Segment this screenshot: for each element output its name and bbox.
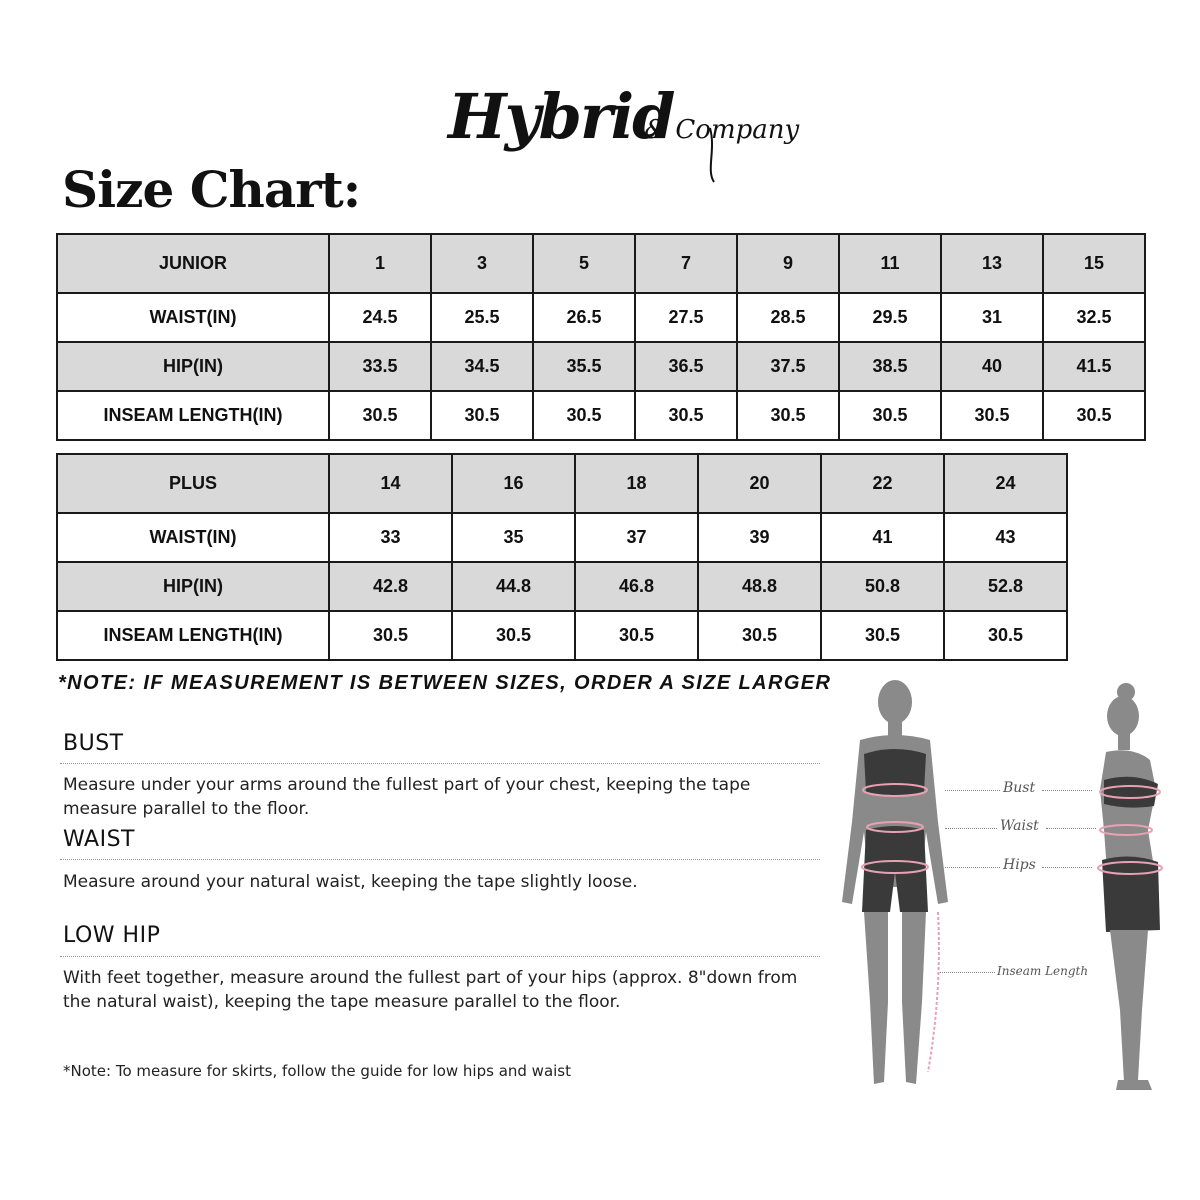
measurement-cell: 30.5 [329,391,431,440]
side-body-figure [1078,680,1188,1100]
measurement-cell: 41.5 [1043,342,1145,391]
measurement-cell: 28.5 [737,293,839,342]
size-cell: 13 [941,234,1043,293]
row-label: HIP(IN) [57,562,329,611]
waist-label: Waist [1000,818,1039,834]
section-text-bust: Measure under your arms around the fullest part of your chest, keeping the tape measure parallel to the floor. [63,775,751,819]
size-cell: 24 [944,454,1067,513]
size-cell: 5 [533,234,635,293]
size-cell: 16 [452,454,575,513]
measurement-cell: 43 [944,513,1067,562]
measurement-cell: 30.5 [533,391,635,440]
measurement-cell: 48.8 [698,562,821,611]
plus-header-row [57,454,1067,513]
measurement-cell: 41 [821,513,944,562]
measurement-cell: 30.5 [737,391,839,440]
section-divider [60,763,820,764]
waist-guide-line [1046,828,1096,829]
svg-text:& Company: & Company [644,115,800,145]
hips-guide-line [945,867,1000,868]
measurement-cell: 31 [941,293,1043,342]
measurement-cell: 37.5 [737,342,839,391]
brand-logo-graphic [448,70,800,190]
bust-guide-line [1042,790,1092,791]
page-title: Size Chart: [62,160,361,219]
measurement-cell: 36.5 [635,342,737,391]
skirt-note: *Note: To measure for skirts, follow the guide for low hips and waist [63,1062,572,1080]
measurement-cell: 26.5 [533,293,635,342]
size-cell: 14 [329,454,452,513]
junior-header-row [57,234,1145,293]
section-divider [60,956,820,957]
size-cell: 18 [575,454,698,513]
inseam-guide-line [940,972,995,973]
plus-header-label: PLUS [57,454,329,513]
size-cell: 3 [431,234,533,293]
section-title-low-hip: LOW HIP [63,923,161,948]
section-divider [60,859,820,860]
measurement-cell: 38.5 [839,342,941,391]
size-cell: 22 [821,454,944,513]
junior-size-table [56,233,1146,441]
measurement-cell: 50.8 [821,562,944,611]
measurement-cell: 32.5 [1043,293,1145,342]
measurement-cell: 30.5 [944,611,1067,660]
size-cell: 15 [1043,234,1145,293]
measurement-cell: 35.5 [533,342,635,391]
measurement-cell: 44.8 [452,562,575,611]
front-body-figure [830,672,960,1102]
row-label: WAIST(IN) [57,293,329,342]
measurement-cell: 33.5 [329,342,431,391]
measurement-cell: 30.5 [635,391,737,440]
row-label: INSEAM LENGTH(IN) [57,611,329,660]
measurement-cell: 30.5 [698,611,821,660]
table-row [57,562,1067,611]
brand-logo [448,70,800,190]
svg-text:Hybrid: Hybrid [448,80,674,153]
hips-guide-line [1042,867,1092,868]
size-cell: 11 [839,234,941,293]
junior-header-label: JUNIOR [57,234,329,293]
inseam-label: Inseam Length [997,964,1089,978]
section-text-waist: Measure around your natural waist, keeping the tape slightly loose. [63,872,638,892]
measurement-cell: 52.8 [944,562,1067,611]
section-title-bust: BUST [63,731,124,756]
measurement-cell: 35 [452,513,575,562]
measurement-cell: 30.5 [575,611,698,660]
bust-guide-line [945,790,1000,791]
measurement-cell: 33 [329,513,452,562]
measurement-cell: 46.8 [575,562,698,611]
table-row [57,513,1067,562]
plus-size-table [56,453,1068,661]
measurement-cell: 42.8 [329,562,452,611]
row-label: WAIST(IN) [57,513,329,562]
measurement-cell: 24.5 [329,293,431,342]
size-cell: 20 [698,454,821,513]
size-cell: 9 [737,234,839,293]
measurement-cell: 29.5 [839,293,941,342]
measurement-cell: 27.5 [635,293,737,342]
side-silhouette-icon [1078,680,1188,1100]
measurement-cell: 30.5 [941,391,1043,440]
size-cell: 7 [635,234,737,293]
table-row [57,611,1067,660]
table-row [57,391,1145,440]
measurement-cell: 37 [575,513,698,562]
measurement-cell: 30.5 [452,611,575,660]
row-label: HIP(IN) [57,342,329,391]
waist-guide-line [945,828,997,829]
measurement-cell: 30.5 [1043,391,1145,440]
measurement-cell: 39 [698,513,821,562]
section-title-waist: WAIST [63,827,135,852]
measurement-cell: 34.5 [431,342,533,391]
table-row [57,342,1145,391]
row-label: INSEAM LENGTH(IN) [57,391,329,440]
measurement-cell: 40 [941,342,1043,391]
measurement-cell: 30.5 [821,611,944,660]
size-cell: 1 [329,234,431,293]
table-row [57,293,1145,342]
measurement-cell: 25.5 [431,293,533,342]
measurement-cell: 30.5 [431,391,533,440]
bust-label: Bust [1003,780,1036,796]
measurement-cell: 30.5 [329,611,452,660]
hips-label: Hips [1003,857,1036,873]
front-silhouette-icon [830,672,960,1102]
size-note: *NOTE: IF MEASUREMENT IS BETWEEN SIZES, ORDER A SIZE LARGER [58,672,832,694]
measurement-cell: 30.5 [839,391,941,440]
section-text-low-hip: With feet together, measure around the fullest part of your hips (approx. 8"down from the natural waist), keeping the tape measure parallel to the floor. [63,968,798,1012]
